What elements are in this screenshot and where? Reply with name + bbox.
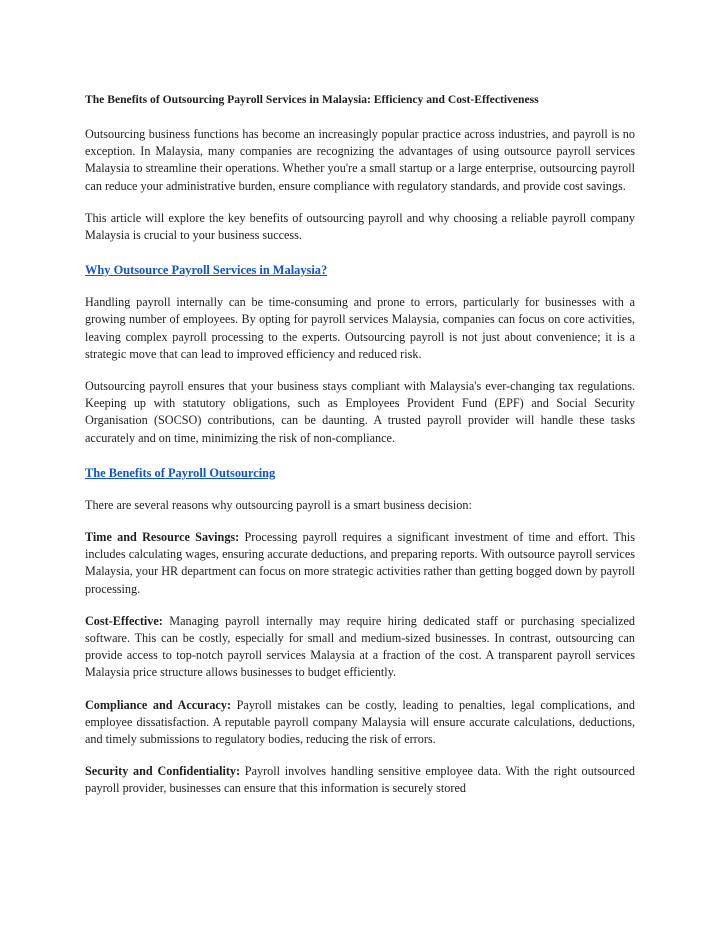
benefit-compliance: Compliance and Accuracy: Payroll mistakes can be costly, leading to penalties, legal complications, and employee dissatisfaction. A reputable payroll company Malaysia will ensure accurate calculations, deductions, and timely submissions to regulatory bodies, reducing the risk of errors.	[85, 697, 635, 747]
document-title: The Benefits of Outsourcing Payroll Services in Malaysia: Efficiency and Cost-Effectiveness	[85, 93, 539, 106]
benefit-term: Compliance and Accuracy	[85, 697, 227, 712]
benefit-time-savings: Time and Resource Savings: Processing payroll requires a significant investment of time and effort. This includes calculating wages, ensuring accurate deductions, and preparing reports. With outsource payroll services Malaysia, your HR department can focus on more strategic activities rather than getting bogged down by payroll processing.	[85, 530, 635, 596]
intro-paragraph-1: Outsourcing business functions has become an increasingly popular practice across industries, and payroll is no exception. In Malaysia, many companies are recognizing the advantages of using outsource payroll services Malaysia to streamline their operations. Whether you're a small startup or a large enterprise, outsourcing payroll can reduce your administrative burden, ensure compliance with regulatory standards, and provide cost savings.	[85, 127, 635, 193]
section-link-why-outsource[interactable]: Why Outsource Payroll Services in Malaysia?	[85, 263, 328, 278]
section-heading-benefits	[85, 465, 635, 482]
benefit-security: Security and Confidentiality: Payroll involves handling sensitive employee data. With the right outsourced payroll provider, businesses can ensure that this information is securely stored	[85, 764, 635, 796]
benefit-term: Time and Resource Savings	[85, 530, 236, 545]
why-paragraph-2: Outsourcing payroll ensures that your business stays compliant with Malaysia's ever-changing tax regulations. Keeping up with statutory obligations, such as Employees Provident Fund (EPF) and Social Security Organisation (SOCSO) contributions, can be daunting. A trusted payroll provider will handle these tasks accurately and on time, minimizing the risk of non-compliance.	[85, 379, 635, 445]
benefit-cost-effective: Cost-Effective: Managing payroll internally may require hiring dedicated staff or purchasing specialized software. This can be costly, especially for small and medium-sized businesses. In contrast, outsourcing can provide access to top-notch payroll services Malaysia at a fraction of the cost. A transparent payroll services Malaysia price structure allows businesses to budget efficiently.	[85, 613, 635, 680]
benefits-lead-paragraph: There are several reasons why outsourcing payroll is a smart business decision:	[85, 497, 472, 512]
benefit-text: Processing payroll requires a significant investment of time and effort. This includes calculating wages, ensuring accurate deductions, and preparing reports. With outsource payroll services Malaysia, your HR department can focus on more strategic activities rather than getting bogged down by payroll processing.	[85, 530, 635, 596]
benefit-text: Managing payroll internally may require hiring dedicated staff or purchasing specialized software. This can be costly, especially for small and medium-sized businesses. In contrast, outsourcing can provide access to top-notch payroll services Malaysia at a fraction of the cost. A transparent payroll services Malaysia price structure allows businesses to budget efficiently.	[85, 613, 635, 680]
intro-paragraph-2: This article will explore the key benefits of outsourcing payroll and why choosing a reliable payroll company Malaysia is crucial to your business success.	[85, 210, 635, 243]
document-page	[85, 92, 635, 813]
benefit-term: Security and Confidentiality	[85, 764, 236, 779]
benefit-text: Payroll mistakes can be costly, leading to penalties, legal complications, and employee dissatisfaction. A reputable payroll company Malaysia will ensure accurate calculations, deductions, and timely submissions to regulatory bodies, reducing the risk of errors.	[85, 697, 635, 747]
benefit-text: Payroll involves handling sensitive employee data. With the right outsourced payroll provider, businesses can ensure that this information is securely stored	[85, 764, 635, 796]
why-paragraph-1: Handling payroll internally can be time-consuming and prone to errors, particularly for businesses with a growing number of employees. By opting for payroll services Malaysia, companies can focus on core activities, leaving complex payroll processing to the experts. Outsourcing payroll is not just about convenience; it is a strategic move that can lead to improved efficiency and reduced risk.	[85, 295, 635, 361]
section-heading-why-outsource	[85, 262, 635, 279]
benefit-term: Cost-Effective	[85, 613, 159, 628]
section-link-benefits[interactable]: The Benefits of Payroll Outsourcing	[85, 465, 276, 480]
